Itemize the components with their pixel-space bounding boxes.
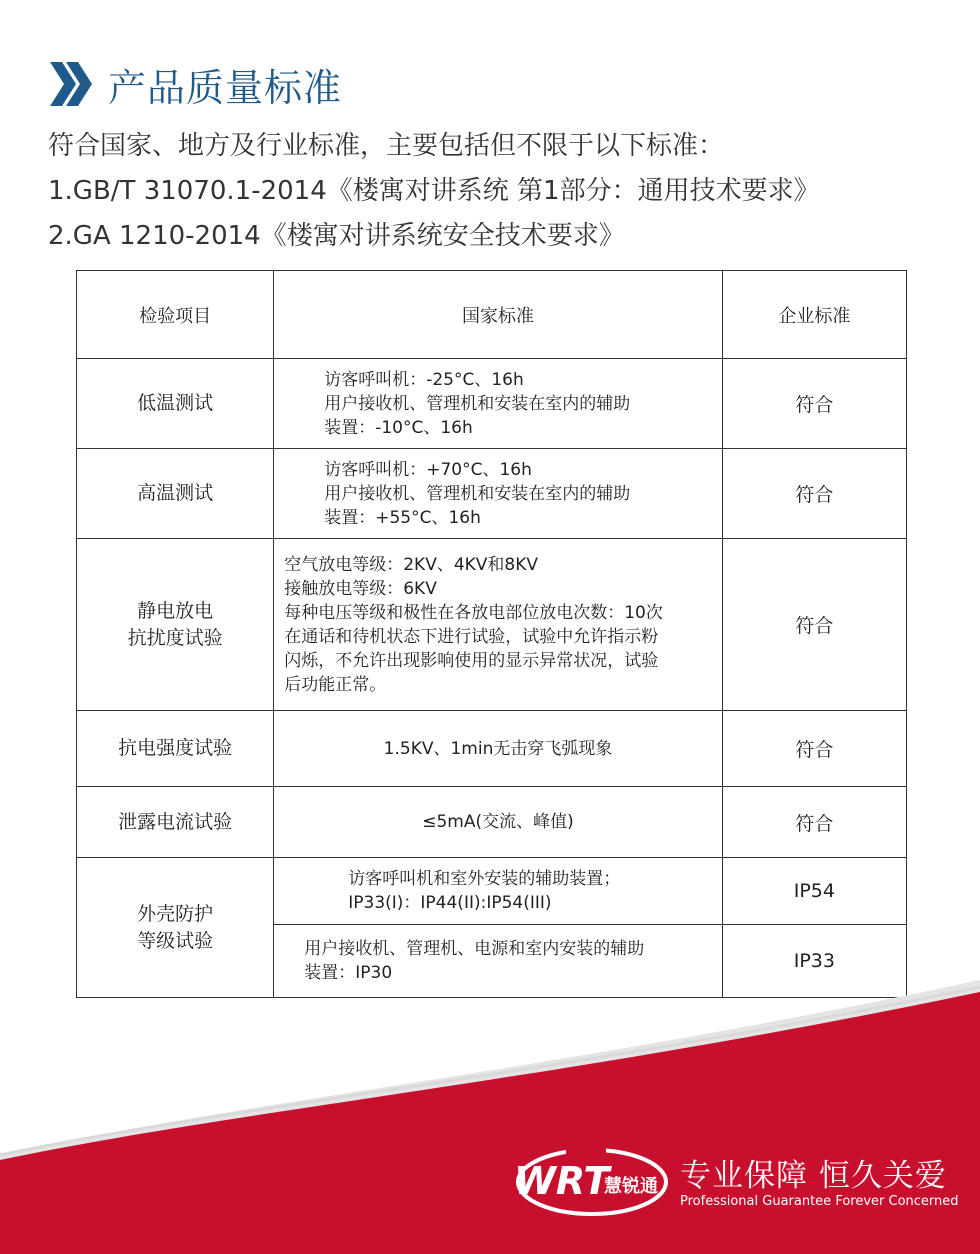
test-name: 高温测试 — [77, 449, 274, 539]
standard-line: 用户接收机、管理机和安装在室内的辅助 — [324, 393, 631, 414]
table-row — [77, 539, 907, 711]
standard-line: 用户接收机、管理机、电源和室内安装的辅助 — [304, 939, 645, 959]
standard-line: 用户接收机、管理机和安装在室内的辅助 — [324, 483, 631, 504]
enterprise-result: 符合 — [722, 539, 906, 711]
standard-line: 装置：+55°C、16h — [324, 507, 481, 528]
test-name-line: 等级试验 — [137, 929, 214, 952]
table-row — [77, 449, 907, 539]
table-row — [77, 787, 907, 858]
enterprise-result: 符合 — [722, 359, 906, 449]
national-standard: 1.5KV、1min无击穿飞弧现象 — [274, 711, 723, 787]
table-row — [77, 711, 907, 787]
standard-line: 访客呼叫机：-25°C、16h — [324, 369, 524, 390]
double-chevron-icon — [48, 60, 94, 108]
standard-line: 在通话和待机状态下进行试验，试验中允许指示粉 — [284, 626, 659, 647]
standard-line: IP33(Ⅰ)：IP44(II):IP54(III) — [348, 893, 552, 913]
section-heading — [48, 56, 342, 112]
header-item: 检验项目 — [77, 271, 274, 359]
header-national: 国家标准 — [274, 271, 723, 359]
table-row — [77, 359, 907, 449]
enterprise-result: 符合 — [722, 711, 906, 787]
standard-line: 后功能正常。 — [284, 674, 387, 695]
table-header-row — [77, 271, 907, 359]
intro-text — [48, 124, 820, 259]
standard-line: 装置：-10°C、16h — [324, 417, 473, 438]
national-standard — [274, 359, 723, 449]
slogan: 专业保障 恒久关爱 — [680, 1158, 947, 1194]
enterprise-result: 符合 — [722, 449, 906, 539]
test-name: 泄露电流试验 — [77, 787, 274, 858]
standard-line: 访客呼叫机和室外安装的辅助装置； — [348, 869, 621, 889]
national-standard — [274, 449, 723, 539]
test-name-line: 抗扰度试验 — [127, 626, 223, 649]
test-name — [77, 539, 274, 711]
intro-line: 2.GA 1210-2014《楼寓对讲系统安全技术要求》 — [48, 221, 625, 251]
wrt-logo — [508, 1142, 672, 1220]
header-enterprise: 企业标准 — [722, 271, 906, 359]
national-standard — [274, 539, 723, 711]
enterprise-result: 符合 — [722, 787, 906, 858]
national-standard — [274, 858, 723, 925]
standard-line: 每种电压等级和极性在各放电部位放电次数：10次 — [284, 602, 663, 623]
footer-banner — [0, 980, 980, 1254]
test-name: 抗电强度试验 — [77, 711, 274, 787]
page-title: 产品质量标准 — [108, 65, 343, 110]
standard-line: 空气放电等级：2KV、4KV和8KV — [284, 554, 539, 575]
intro-line: 1.GB/T 31070.1-2014《楼寓对讲系统 第1部分：通用技术要求》 — [48, 176, 820, 206]
standard-line: 访客呼叫机：+70°C、16h — [324, 459, 532, 480]
enterprise-result: IP54 — [722, 858, 906, 925]
intro-line: 符合国家、地方及行业标准，主要包括但不限于以下标准： — [48, 131, 725, 161]
slogan-en: Professional Guarantee Forever Concerned — [680, 1194, 959, 1209]
quality-standards-table — [76, 270, 907, 998]
standard-line: 接触放电等级：6KV — [284, 578, 437, 599]
logo-cn: 慧锐通 — [604, 1176, 658, 1197]
test-name — [77, 858, 274, 998]
test-name-line: 外壳防护 — [137, 902, 214, 925]
test-name-line: 静电放电 — [137, 599, 214, 622]
test-name: 低温测试 — [77, 359, 274, 449]
enterprise-result: IP33 — [722, 925, 906, 998]
logo-wrt: WRT — [514, 1159, 610, 1203]
standard-line: 装置：IP30 — [304, 963, 393, 983]
table-row — [77, 858, 907, 925]
national-standard: ≤5mA(交流、峰值) — [274, 787, 723, 858]
standard-line: 闪烁，不允许出现影响使用的显示异常状况，试验 — [284, 650, 659, 671]
